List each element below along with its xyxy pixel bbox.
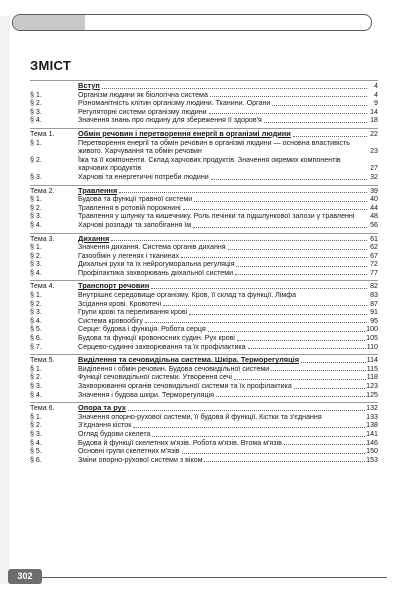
toc-entry-page: 118: [366, 373, 378, 382]
toc-entry-row[interactable]: [30, 430, 378, 439]
toc-entry-title: З'єднання кісток: [78, 421, 132, 430]
toc-entry-page: 132: [366, 404, 378, 413]
toc-entry-page: 141: [366, 429, 378, 438]
toc-entry-row[interactable]: [30, 269, 378, 278]
toc-leader-dots: [216, 396, 365, 397]
toc-entry-title: Виділення та сечовидільна система. Шкіра. Терморегуляція: [78, 355, 300, 365]
toc-entry-page: 4: [374, 82, 378, 90]
toc-entry-title: Значення знань про людину для збереження її здоров'я: [78, 116, 262, 125]
toc-entry-page: 32: [370, 172, 378, 181]
toc-entry-page: 123: [366, 382, 378, 390]
toc-entry-prefix: § 1.: [30, 364, 42, 373]
toc-entry-page: 153: [366, 455, 378, 464]
toc-leader-dots: [193, 227, 367, 228]
toc-entry-prefix: § 2.: [30, 251, 42, 260]
toc-topic-row[interactable]: [30, 187, 378, 196]
toc-entry-prefix: § 2.: [30, 155, 42, 164]
toc-entry-prefix: § 7.: [30, 342, 42, 351]
toc-leader-dots: [234, 379, 366, 380]
toc-entry-prefix: § 2.: [30, 99, 42, 108]
toc-entry-row[interactable]: [30, 421, 378, 430]
toc-entry-row[interactable]: [30, 99, 378, 108]
toc-entry-row[interactable]: [30, 91, 378, 100]
toc-entry-row[interactable]: [30, 317, 378, 326]
toc-entry-page: 4: [374, 90, 378, 99]
toc-entry-title: Серцево-судинні захворювання та їх профілактика: [78, 342, 246, 351]
toc-entry-page: 18: [370, 116, 378, 125]
toc-entry-page: 114: [366, 356, 378, 365]
toc-leader-dots: [210, 96, 367, 97]
toc-entry-prefix: § 1.: [30, 138, 42, 147]
page-side-band: [0, 16, 10, 584]
toc-entry-page: 150: [366, 447, 378, 456]
toc-entry-title: Різноманітність клітин організму людини. Тканини. Органи: [78, 99, 271, 108]
page-title: ЗМІСТ: [30, 58, 72, 73]
toc-entry-title: Травлення: [78, 185, 118, 195]
toc-entry-prefix: § 1.: [30, 195, 42, 204]
toc-entry-page: 62: [370, 243, 378, 252]
toc-entry-title: Організм людини як біологічна система: [78, 90, 208, 99]
toc-entry-page: 48: [370, 212, 378, 221]
toc-entry-title: Значення і будова шкіри. Терморегуляція: [78, 390, 214, 399]
toc-entry-prefix: Тема 5.: [30, 356, 55, 365]
toc-section: [30, 80, 378, 125]
toc-entry-prefix: § 2.: [30, 203, 42, 212]
toc-entry-page: 40: [370, 195, 378, 204]
toc-entry-title: Дихальні рухи та їх нейрогуморальна регуляція: [78, 260, 235, 269]
toc-topic-row[interactable]: [30, 404, 378, 413]
toc-entry-row[interactable]: [30, 343, 378, 352]
toc-section: [30, 128, 378, 182]
toc-entry-prefix: § 2.: [30, 299, 42, 308]
toc-entry-title: Серце: будова і функція. Робота серця: [78, 325, 206, 334]
toc-entry-title: Зсідання крові. Кровотечі: [78, 299, 162, 308]
toc-entry-page: 115: [366, 364, 378, 373]
toc-section: [30, 233, 378, 278]
toc-entry-title: Значення опорно-рухової системи, її будова й функції. Кістки та з'єднання: [78, 412, 322, 421]
toc-entry-title: Значення дихання. Система органів дихання: [78, 243, 226, 252]
toc-entry-prefix: § 4.: [30, 268, 42, 277]
toc-entry-row[interactable]: [30, 116, 378, 125]
toc-entry-row[interactable]: [30, 456, 378, 465]
toc-leader-dots: [271, 370, 365, 371]
toc-entry-title: Будова й функції скелетних м'язів. Робота м'язів. Втома м'язів: [78, 438, 282, 447]
toc-entry-title: Їжа та її компоненти. Склад харчових продуктів. Значення окремих компонентів харчових продуктів: [78, 155, 341, 173]
toc-entry-page: 95: [370, 316, 378, 325]
toc-entry-page: 14: [370, 107, 378, 116]
toc-entry-title: Транспорт речовин: [78, 281, 150, 291]
toc-section: [30, 185, 378, 230]
toc-entry-prefix: § 3.: [30, 172, 42, 181]
toc-leader-dots: [119, 192, 367, 193]
toc-leader-dots: [209, 113, 367, 114]
toc-leader-dots: [182, 453, 366, 454]
toc-entry-prefix: § 3.: [30, 107, 42, 116]
toc-entry-row[interactable]: [30, 413, 378, 422]
toc-leader-dots: [272, 105, 367, 106]
toc-entry-prefix: § 1.: [30, 412, 42, 421]
toc-entry-page: 39: [370, 186, 378, 195]
toc-entry-title: Основні групи скелетних м'язів: [78, 447, 180, 456]
toc-leader-dots: [163, 305, 367, 306]
toc-entry-prefix: § 3.: [30, 260, 42, 269]
toc-entry-prefix: Тема 3.: [30, 234, 55, 243]
toc-entry-prefix: § 4.: [30, 116, 42, 125]
toc-entry-row[interactable]: [30, 291, 378, 300]
toc-entry-prefix: § 6.: [30, 455, 42, 464]
toc-entry-title: Зміни опорно-рухової системи з віком: [78, 455, 203, 464]
toc-entry-prefix: § 1.: [30, 243, 42, 252]
toc-entry-row[interactable]: [30, 300, 378, 309]
toc-entry-row[interactable]: [30, 156, 378, 173]
toc-entry-page: 83: [370, 291, 378, 300]
footer-rule: [42, 577, 387, 578]
toc-entry-page: 23: [370, 147, 378, 156]
toc-entry-prefix: § 4.: [30, 390, 42, 399]
toc-entry-page: 61: [370, 234, 378, 243]
toc-entry-page: 138: [366, 421, 378, 430]
toc-entry-page: 105: [366, 334, 378, 343]
toc-entry-title: Система кровообігу: [78, 316, 143, 325]
toc-entry-prefix: § 3.: [30, 382, 42, 390]
toc-entry-title: Вступ: [78, 81, 100, 90]
toc-entry-page: 56: [370, 220, 378, 229]
toc-entry-title: Травлення у шлунку та кишечнику. Роль печінки та підшлункової залози у травленні: [78, 212, 355, 221]
toc-leader-dots: [294, 388, 365, 389]
toc-entry-prefix: Тема 2.: [30, 186, 55, 195]
toc-entry-row[interactable]: [30, 221, 378, 230]
toc-leader-dots: [145, 322, 367, 323]
toc-entry-row[interactable]: [30, 252, 378, 261]
toc-entry-prefix: § 4.: [30, 438, 42, 447]
toc-entry-row[interactable]: [30, 334, 378, 343]
toc-leader-dots: [102, 88, 367, 89]
toc-entry-prefix: § 2.: [30, 373, 42, 382]
table-of-contents: [30, 80, 378, 467]
toc-leader-dots: [128, 410, 365, 411]
toc-entry-row[interactable]: [30, 325, 378, 334]
toc-entry-title: Будова та функції кровоносних судин. Рух крові: [78, 334, 235, 343]
toc-leader-dots: [152, 436, 365, 437]
toc-leader-dots: [204, 461, 365, 462]
toc-entry-title: Обмін речовин і перетворення енергії в організмі людини: [78, 128, 291, 138]
toc-section: [30, 280, 378, 351]
toc-leader-dots: [189, 314, 367, 315]
toc-leader-dots: [194, 201, 367, 202]
toc-entry-row[interactable]: [30, 212, 378, 221]
toc-leader-dots: [211, 179, 367, 180]
toc-leader-dots: [301, 362, 366, 363]
toc-entry-title: Огляд будови скелета: [78, 429, 151, 438]
toc-entry-page: 27: [370, 164, 378, 173]
toc-entry-title: Харчові та енергетичні потреби людини: [78, 172, 209, 181]
toc-entry-row[interactable]: [30, 382, 378, 391]
toc-entry-title: Функції сечовидільної системи. Утворення сечі: [78, 373, 232, 382]
toc-entry-row[interactable]: [30, 173, 378, 182]
toc-entry-prefix: Тема 1.: [30, 129, 55, 138]
toc-entry-page: 82: [370, 282, 378, 291]
toc-entry-row[interactable]: [30, 373, 378, 382]
toc-entry-prefix: § 1.: [30, 291, 42, 300]
toc-topic-row[interactable]: [30, 356, 378, 365]
toc-entry-page: 91: [370, 308, 378, 317]
toc-leader-dots: [151, 288, 367, 289]
toc-topic-row[interactable]: [30, 82, 378, 91]
toc-entry-row[interactable]: [30, 195, 378, 204]
toc-entry-title: Внутрішнє середовище організму. Кров, її склад та функції. Лімфа: [78, 291, 297, 300]
toc-section: [30, 354, 378, 399]
toc-entry-title: Регуляторні системи організму людини: [78, 107, 207, 116]
toc-entry-title: Будова та функції травної системи: [78, 195, 193, 204]
toc-entry-row[interactable]: [30, 139, 378, 156]
toc-entry-prefix: § 1.: [30, 90, 42, 99]
toc-entry-page: 77: [370, 268, 378, 277]
toc-leader-dots: [248, 348, 366, 349]
toc-entry-row[interactable]: [30, 365, 378, 374]
toc-leader-dots: [235, 274, 367, 275]
toc-leader-dots: [111, 240, 367, 241]
toc-leader-dots: [133, 427, 365, 428]
toc-entry-page: 22: [370, 129, 378, 138]
toc-topic-row[interactable]: [30, 282, 378, 291]
header-bar-tab: [13, 15, 85, 30]
toc-entry-prefix: § 4.: [30, 316, 42, 325]
toc-entry-row[interactable]: [30, 260, 378, 269]
toc-leader-dots: [237, 340, 365, 341]
toc-entry-row[interactable]: [30, 243, 378, 252]
toc-entry-title: Профілактика захворювань дихальної системи: [78, 268, 234, 277]
toc-leader-dots: [236, 266, 367, 267]
toc-entry-prefix: Тема 4.: [30, 282, 55, 291]
header-bar: [12, 14, 372, 31]
toc-leader-dots: [293, 136, 367, 137]
toc-entry-page: 9: [374, 99, 378, 108]
toc-entry-prefix: § 4.: [30, 220, 42, 229]
toc-leader-dots: [181, 257, 367, 258]
toc-entry-title: Перетворення енергії та обмін речовин в організмі людини — основна властивість живого. Харчування та обмін речовин: [78, 138, 350, 156]
toc-entry-row[interactable]: [30, 308, 378, 317]
toc-entry-title: Виділення і обмін речовин. Будова сечовидільної системи: [78, 364, 270, 373]
toc-entry-page: 67: [370, 251, 378, 260]
toc-topic-row[interactable]: [30, 130, 378, 139]
page-number-badge: 302: [8, 569, 42, 584]
toc-entry-prefix: § 5.: [30, 447, 42, 456]
toc-leader-dots: [284, 444, 365, 445]
toc-entry-prefix: § 3.: [30, 212, 42, 221]
toc-entry-prefix: § 3.: [30, 308, 42, 317]
toc-entry-prefix: Тема 6.: [30, 404, 55, 413]
toc-topic-row[interactable]: [30, 235, 378, 244]
toc-entry-page: 133: [366, 412, 378, 421]
toc-entry-title: Захворювання органів сечовидільної системи та їх профілактика: [78, 382, 292, 390]
toc-leader-dots: [228, 249, 367, 250]
toc-entry-row[interactable]: [30, 439, 378, 448]
toc-entry-row[interactable]: [30, 108, 378, 117]
toc-entry-row[interactable]: [30, 391, 378, 400]
toc-section: [30, 402, 378, 464]
toc-entry-title: Травлення в ротовій порожнині: [78, 203, 181, 212]
toc-entry-page: 87: [370, 299, 378, 308]
toc-entry-page: 44: [370, 203, 378, 212]
toc-entry-prefix: § 6.: [30, 334, 42, 343]
toc-entry-title: Опора та рух: [78, 403, 126, 413]
toc-leader-dots: [183, 209, 367, 210]
toc-entry-page: 146: [366, 438, 378, 447]
toc-entry-title: Групи крові та переливання крові: [78, 308, 188, 317]
toc-leader-dots: [208, 331, 365, 332]
toc-entry-prefix: § 5.: [30, 325, 42, 334]
toc-entry-page: 125: [366, 390, 378, 399]
toc-entry-row[interactable]: [30, 447, 378, 456]
toc-entry-prefix: § 3.: [30, 429, 42, 438]
toc-entry-page: 72: [370, 260, 378, 269]
toc-entry-row[interactable]: [30, 204, 378, 213]
toc-entry-page: 100: [366, 325, 378, 334]
toc-entry-page: 110: [366, 342, 378, 351]
toc-leader-dots: [264, 122, 367, 123]
toc-entry-title: Харчові розлади та запобігання їм: [78, 220, 192, 229]
toc-entry-title: Дихання: [78, 233, 110, 243]
toc-entry-prefix: § 2.: [30, 421, 42, 430]
toc-entry-title: Газообмін у легенях і тканинах: [78, 251, 180, 260]
